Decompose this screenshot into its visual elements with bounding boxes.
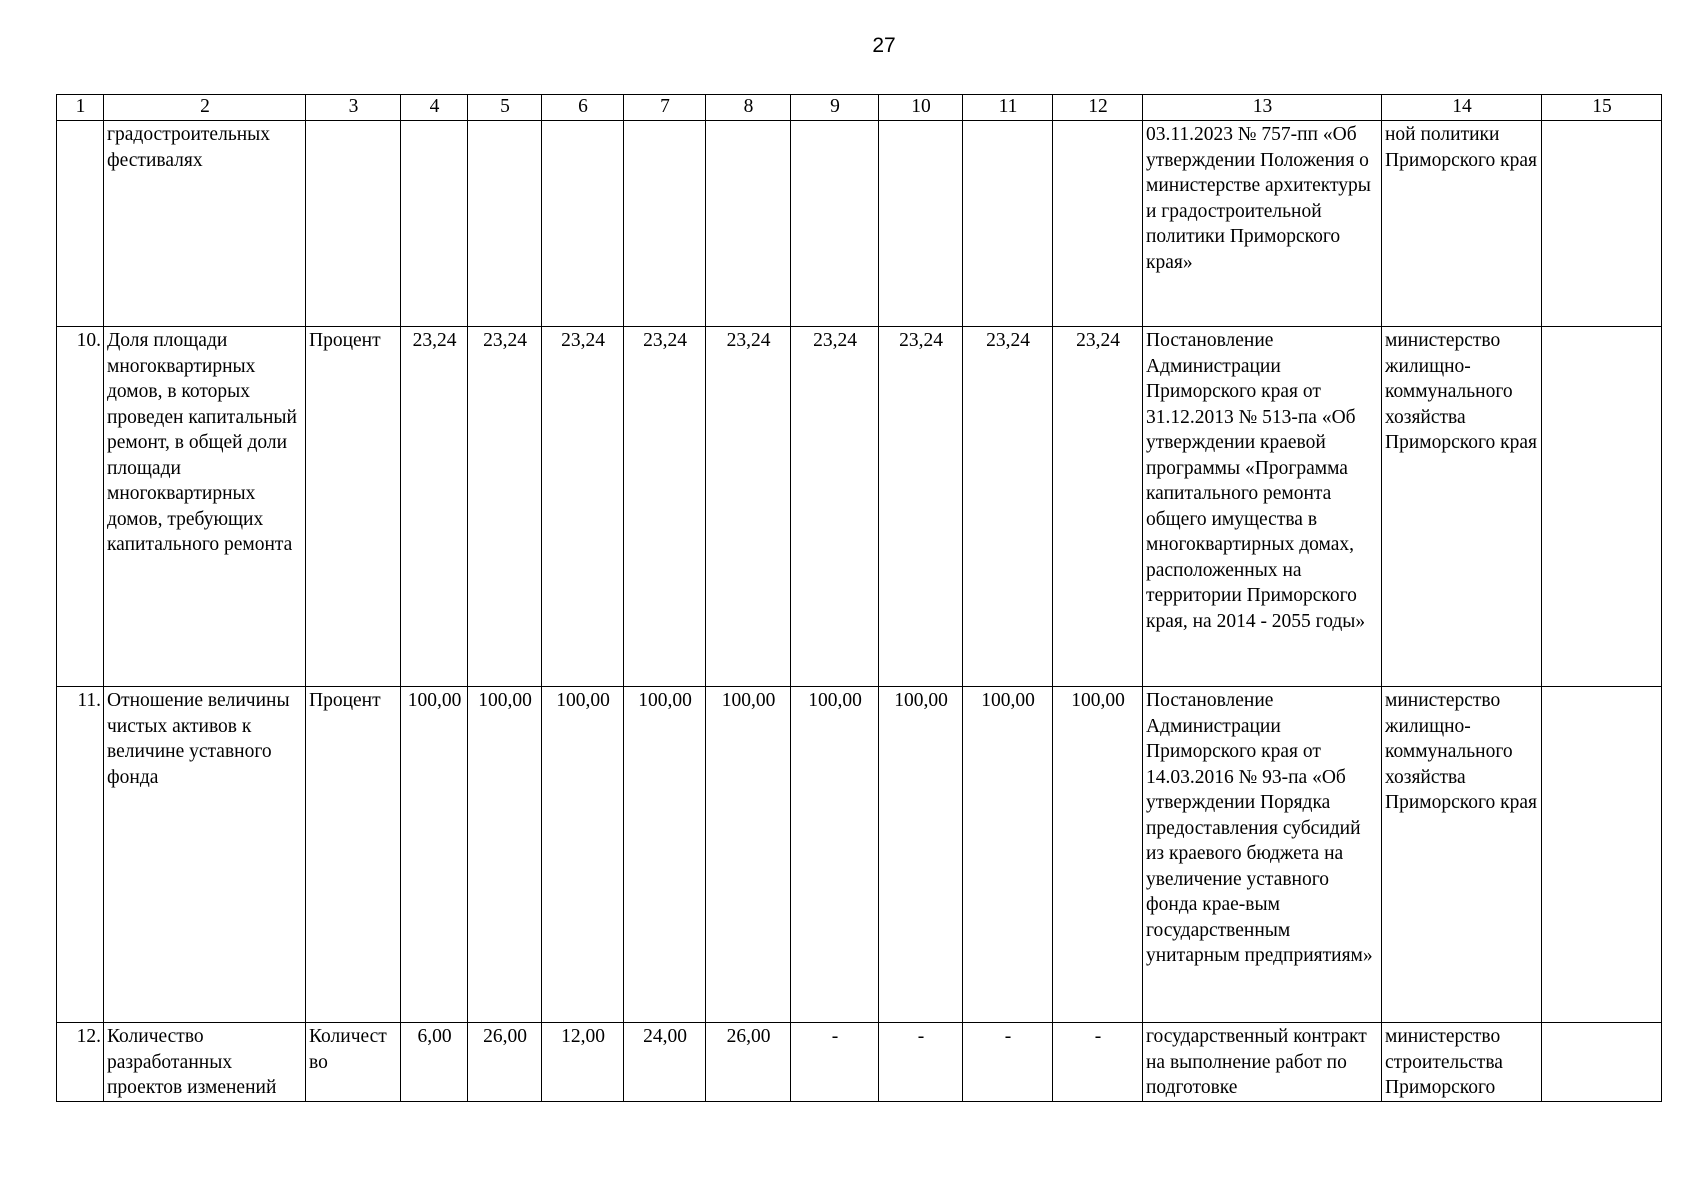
responsible-body-cell: министерство жилищно-коммунального хозяйства Приморского края	[1382, 687, 1542, 1023]
value-cell-col-4: 23,24	[401, 327, 468, 687]
value-cell-col-8: 26,00	[706, 1023, 791, 1102]
legal-basis-cell: Постановление Администрации Приморского края от 14.03.2016 № 93-па «Об утверждении Порядка предоставления субсидий из краевого бюджета на увеличение уставного фонда крае-вым государственным унитарным предприятиям»	[1143, 687, 1382, 1023]
value-cell-col-10	[879, 121, 963, 327]
indicator-name-cell: Отношение величины чистых активов к величине уставного фонда	[104, 687, 306, 1023]
value-cell-col-10: 23,24	[879, 327, 963, 687]
column-number-7: 7	[624, 95, 706, 121]
unit-cell: Количест во	[306, 1023, 401, 1102]
value-cell-col-5: 100,00	[468, 687, 542, 1023]
table-row	[57, 121, 1662, 327]
table-row	[57, 327, 1662, 687]
value-cell-col-8: 100,00	[706, 687, 791, 1023]
unit-cell: Процент	[306, 687, 401, 1023]
value-cell-col-11: -	[963, 1023, 1053, 1102]
value-cell-col-10: 100,00	[879, 687, 963, 1023]
row-number-cell: 11.	[57, 687, 104, 1023]
column-number-11: 11	[963, 95, 1053, 121]
note-cell	[1542, 327, 1662, 687]
value-cell-col-5: 26,00	[468, 1023, 542, 1102]
value-cell-col-11	[963, 121, 1053, 327]
table-row	[57, 1023, 1662, 1102]
value-cell-col-5	[468, 121, 542, 327]
value-cell-col-12: 100,00	[1053, 687, 1143, 1023]
value-cell-col-9: 23,24	[791, 327, 879, 687]
column-number-14: 14	[1382, 95, 1542, 121]
responsible-body-cell: министерство строительства Приморского	[1382, 1023, 1542, 1102]
row-number-cell: 10.	[57, 327, 104, 687]
column-number-12: 12	[1053, 95, 1143, 121]
column-number-15: 15	[1542, 95, 1662, 121]
unit-cell	[306, 121, 401, 327]
note-cell	[1542, 1023, 1662, 1102]
value-cell-col-8: 23,24	[706, 327, 791, 687]
table-row	[57, 687, 1662, 1023]
value-cell-col-5: 23,24	[468, 327, 542, 687]
column-number-5: 5	[468, 95, 542, 121]
value-cell-col-4: 100,00	[401, 687, 468, 1023]
value-cell-col-7	[624, 121, 706, 327]
value-cell-col-10: -	[879, 1023, 963, 1102]
value-cell-col-12: -	[1053, 1023, 1143, 1102]
legal-basis-cell: Постановление Администрации Приморского края от 31.12.2013 № 513-па «Об утверждении краевой программы «Программа капитального ремонта общего имущества в многоквартирных домах, расположенных на территории Приморского края, на 2014 - 2055 годы»	[1143, 327, 1382, 687]
value-cell-col-12: 23,24	[1053, 327, 1143, 687]
responsible-body-cell: ной политики Приморского края	[1382, 121, 1542, 327]
legal-basis-cell: государственный контракт на выполнение работ по подготовке	[1143, 1023, 1382, 1102]
value-cell-col-6: 23,24	[542, 327, 624, 687]
value-cell-col-9	[791, 121, 879, 327]
value-cell-col-6: 100,00	[542, 687, 624, 1023]
value-cell-col-7: 23,24	[624, 327, 706, 687]
value-cell-col-12	[1053, 121, 1143, 327]
indicators-table	[56, 94, 1662, 1102]
responsible-body-cell: министерство жилищно-коммунального хозяйства Приморского края	[1382, 327, 1542, 687]
column-number-13: 13	[1143, 95, 1382, 121]
indicator-name-cell: градостроительных фестивалях	[104, 121, 306, 327]
column-number-8: 8	[706, 95, 791, 121]
value-cell-col-7: 24,00	[624, 1023, 706, 1102]
column-number-2: 2	[104, 95, 306, 121]
column-number-3: 3	[306, 95, 401, 121]
column-number-header-row	[57, 95, 1662, 121]
value-cell-col-4: 6,00	[401, 1023, 468, 1102]
value-cell-col-11: 100,00	[963, 687, 1053, 1023]
value-cell-col-6: 12,00	[542, 1023, 624, 1102]
column-number-4: 4	[401, 95, 468, 121]
value-cell-col-8	[706, 121, 791, 327]
value-cell-col-9: 100,00	[791, 687, 879, 1023]
column-number-10: 10	[879, 95, 963, 121]
row-number-cell: 12.	[57, 1023, 104, 1102]
column-number-1: 1	[57, 95, 104, 121]
value-cell-col-11: 23,24	[963, 327, 1053, 687]
value-cell-col-9: -	[791, 1023, 879, 1102]
legal-basis-cell: 03.11.2023 № 757-пп «Об утверждении Положения о министерстве архитектуры и градостроительной политики Приморского края»	[1143, 121, 1382, 327]
indicator-name-cell: Доля площади многоквартирных домов, в которых проведен капитальный ремонт, в общей доли площади многоквартирных домов, требующих капитального ремонта	[104, 327, 306, 687]
unit-cell: Процент	[306, 327, 401, 687]
note-cell	[1542, 687, 1662, 1023]
column-number-6: 6	[542, 95, 624, 121]
page-number: 27	[872, 34, 896, 57]
value-cell-col-4	[401, 121, 468, 327]
value-cell-col-7: 100,00	[624, 687, 706, 1023]
note-cell	[1542, 121, 1662, 327]
value-cell-col-6	[542, 121, 624, 327]
row-number-cell	[57, 121, 104, 327]
column-number-9: 9	[791, 95, 879, 121]
indicator-name-cell: Количество разработанных проектов изменений	[104, 1023, 306, 1102]
